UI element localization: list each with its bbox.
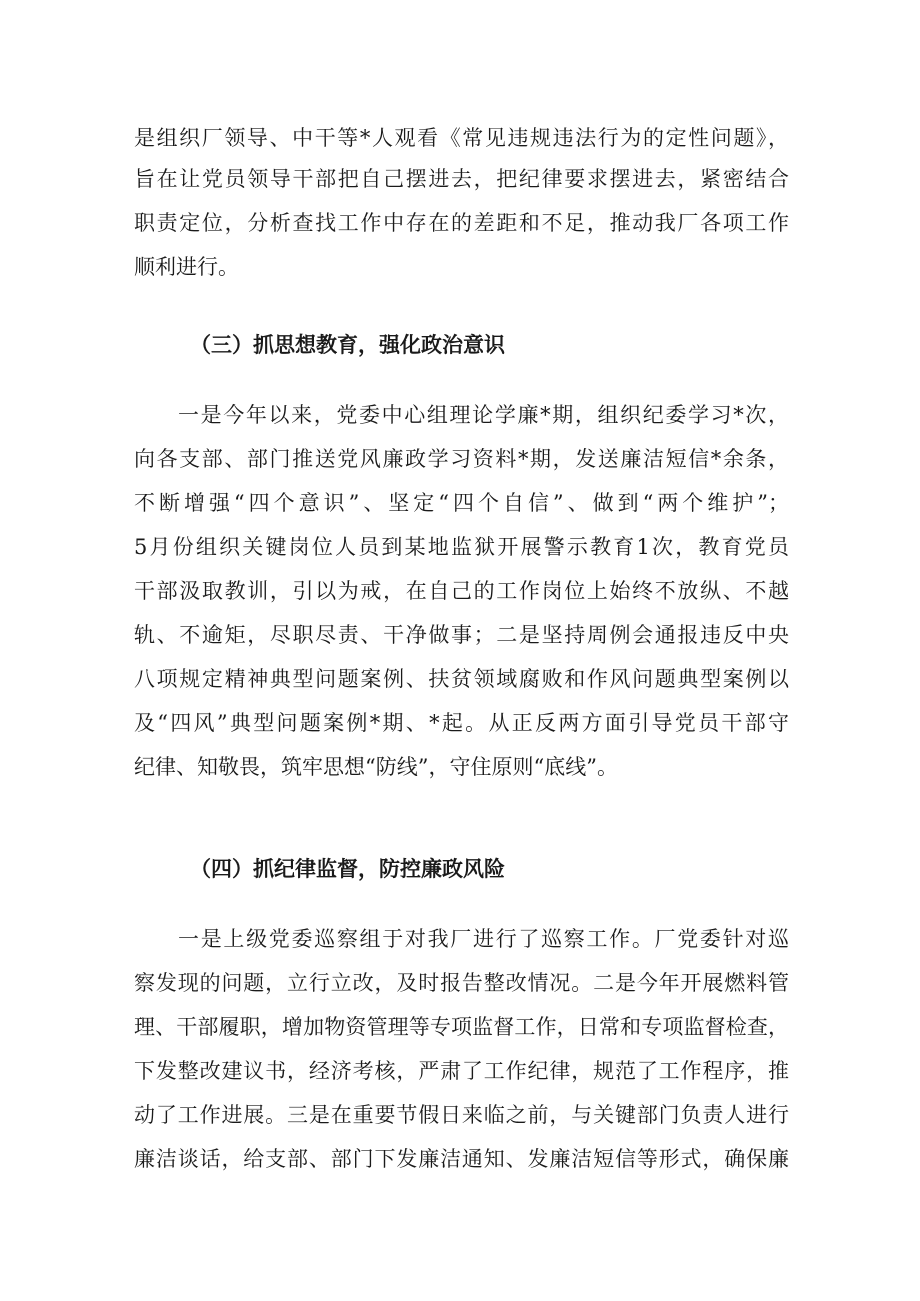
paragraph-line: 及“四风”典型问题案例*期、*起。从正反两方面引导党员干部守	[134, 711, 789, 735]
section-heading-3: （三）抓思想教育，强化政治意识	[190, 333, 505, 357]
paragraph-line: 顺利进行。	[134, 255, 239, 279]
paragraph-1	[134, 116, 789, 289]
paragraph-line: 一是上级党委巡察组于对我厂进行了巡察工作。厂党委针对巡	[178, 927, 789, 951]
paragraph-line: 八项规定精神典型问题案例、扶贫领域腐败和作风问题典型案例以	[134, 667, 789, 691]
paragraph-line: 旨在让党员领导干部把自己摆进去，把纪律要求摆进去，紧密结合	[134, 167, 789, 191]
paragraph-line: 轨、不逾矩，尽职尽责、干净做事；二是坚持周例会通报违反中央	[134, 623, 789, 647]
paragraph-line: 职责定位，分析查找工作中存在的差距和不足，推动我厂各项工作	[134, 211, 789, 235]
section-heading-4: （四）抓纪律监督，防控廉政风险	[190, 857, 505, 881]
paragraph-line: 不断增强“四个意识”、坚定“四个自信”、做到“两个维护”；	[134, 491, 789, 515]
paragraph-line: 干部汲取教训，引以为戒，在自己的工作岗位上始终不放纵、不越	[134, 579, 789, 603]
paragraph-line: 纪律、知敬畏，筑牢思想“防线”，守住原则“底线”。	[134, 755, 618, 779]
paragraph-line: 廉洁谈话，给支部、部门下发廉洁通知、发廉洁短信等形式，确保廉	[134, 1147, 789, 1171]
paragraph-line: 动了工作进展。三是在重要节假日来临之前，与关键部门负责人进行	[134, 1103, 789, 1127]
paragraph-line: 是组织厂领导、中干等*人观看《常见违规违法行为的定性问题》，	[134, 126, 789, 150]
paragraph-line: 理、干部履职，增加物资管理等专项监督工作，日常和专项监督检查，	[134, 1015, 789, 1039]
paragraph-line: 察发现的问题，立行立改，及时报告整改情况。二是今年开展燃料管	[134, 971, 789, 995]
paragraph-line: 下发整改建议书，经济考核，严肃了工作纪律，规范了工作程序，推	[134, 1059, 789, 1083]
paragraph-line: 一是今年以来，党委中心组理论学廉*期，组织纪委学习*次，	[178, 403, 789, 427]
paragraph-line: 向各支部、部门推送党风廉政学习资料*期，发送廉洁短信*余条，	[134, 447, 789, 471]
paragraph-3	[134, 917, 789, 1181]
paragraph-2	[134, 393, 789, 789]
paragraph-line: 5月份组织关键岗位人员到某地监狱开展警示教育1次，教育党员	[134, 535, 789, 559]
